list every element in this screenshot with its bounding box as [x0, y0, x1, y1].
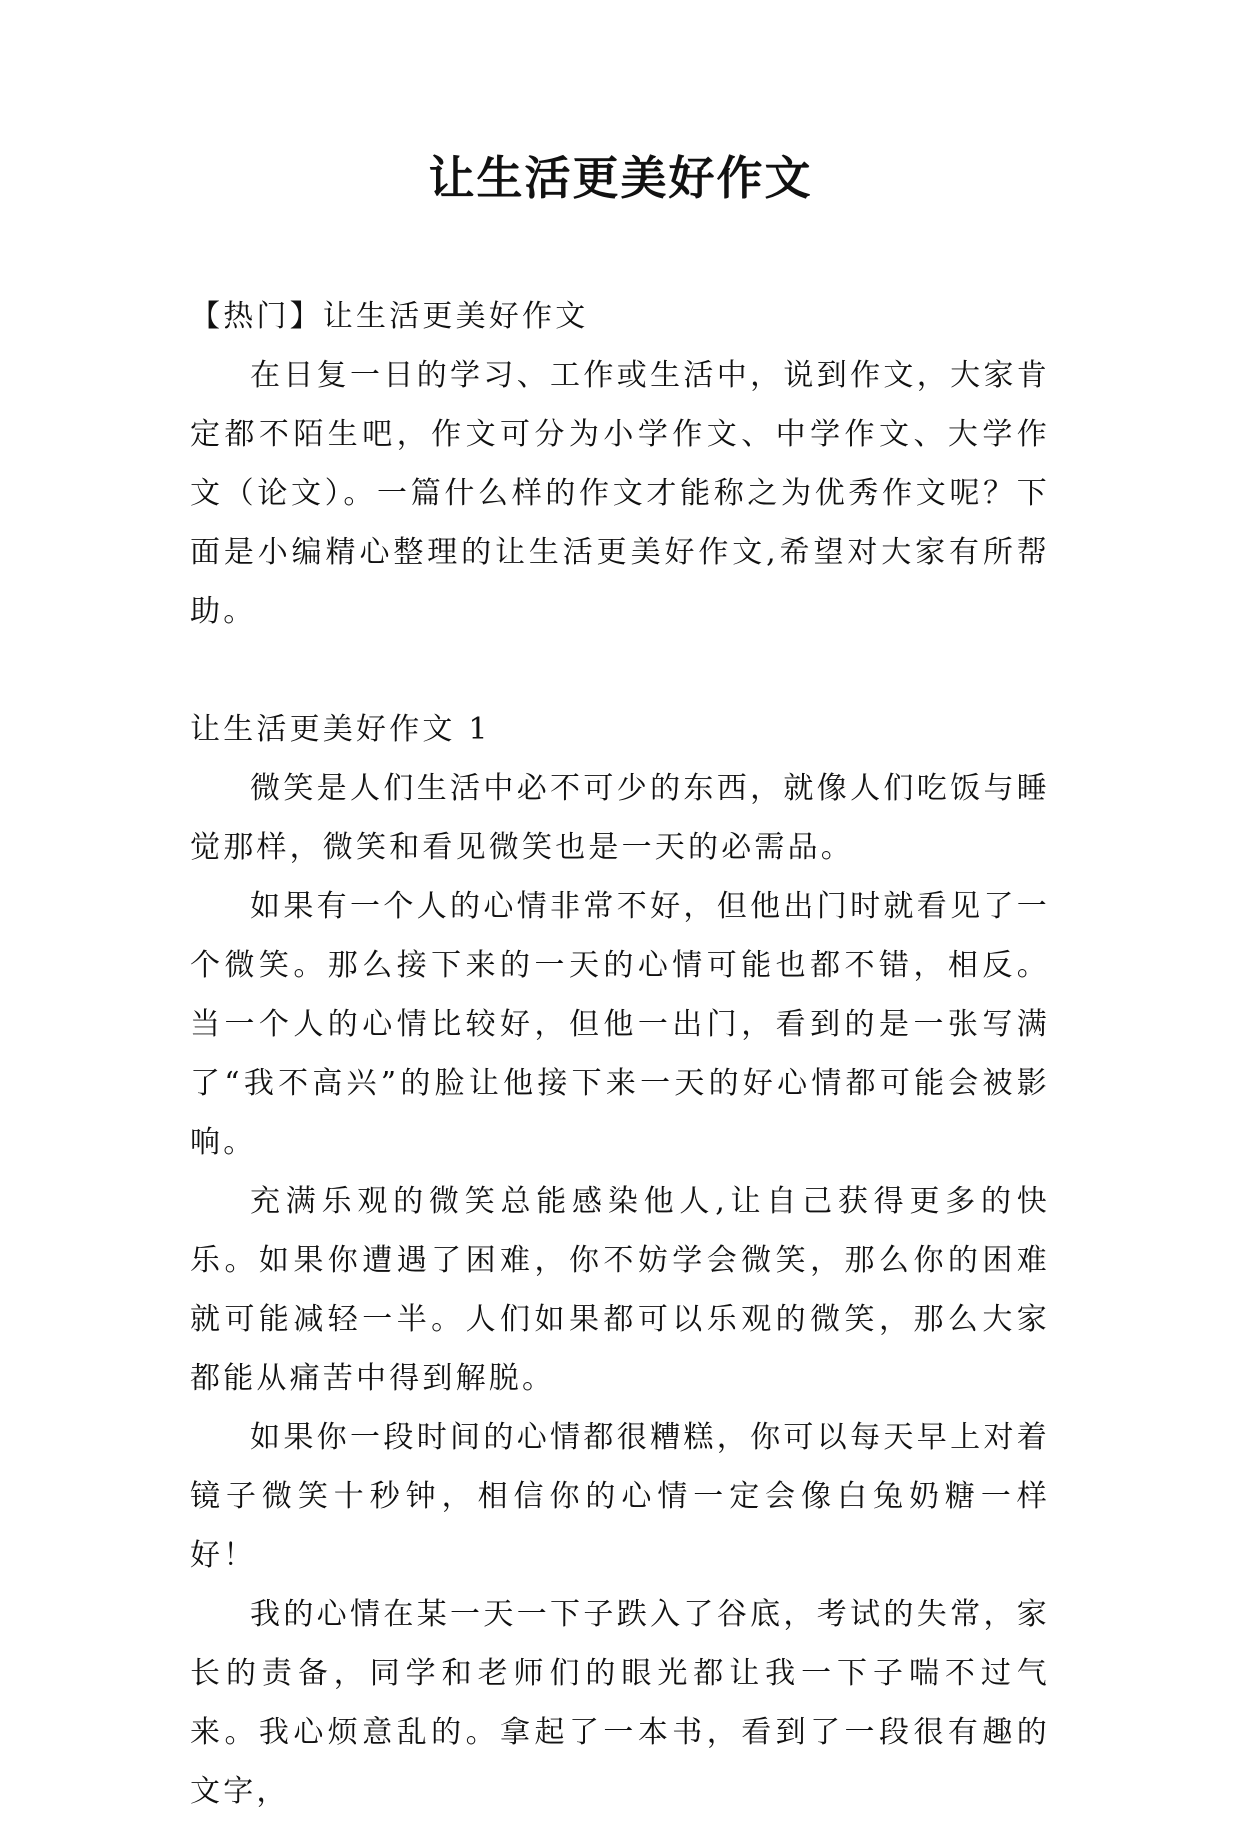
- document-body: [190, 287, 1050, 1821]
- page-title: 让生活更美好作文: [428, 151, 813, 205]
- body-paragraph: 充满乐观的微笑总能感染他人,让自己获得更多的快乐。如果你遭遇了困难，你不妨学会微笑，那么你的困难就可能减轻一半。人们如果都可以乐观的微笑，那么大家都能从痛苦中得到解脱。: [190, 1184, 1050, 1396]
- section-heading: 让生活更美好作文 1: [190, 712, 491, 747]
- body-paragraph: 如果你一段时间的心情都很糟糕，你可以每天早上对着镜子微笑十秒钟，相信你的心情一定会像白兔奶糖一样好！: [190, 1420, 1050, 1573]
- document-subtitle: 【热门】让生活更美好作文: [190, 299, 589, 334]
- body-paragraph: 如果有一个人的心情非常不好，但他出门时就看见了一个微笑。那么接下来的一天的心情可能也都不错，相反。当一个人的心情比较好，但他一出门，看到的是一张写满了“我不高兴”的脸让他接下来一天的好心情都可能会被影响。: [190, 889, 1050, 1160]
- body-paragraph: 微笑是人们生活中必不可少的东西，就像人们吃饭与睡觉那样，微笑和看见微笑也是一天的必需品。: [190, 771, 1050, 865]
- intro-paragraph: 在日复一日的学习、工作或生活中，说到作文，大家肯定都不陌生吧，作文可分为小学作文、中学作文、大学作文（论文）。一篇什么样的作文才能称之为优秀作文呢？下面是小编精心整理的让生活更美好作文,希望对大家有所帮助。: [190, 358, 1050, 629]
- body-paragraph: 我的心情在某一天一下子跌入了谷底，考试的失常，家长的责备，同学和老师们的眼光都让我一下子喘不过气来。我心烦意乱的。拿起了一本书，看到了一段很有趣的文字，: [190, 1597, 1050, 1809]
- section-spacer: [190, 641, 1050, 700]
